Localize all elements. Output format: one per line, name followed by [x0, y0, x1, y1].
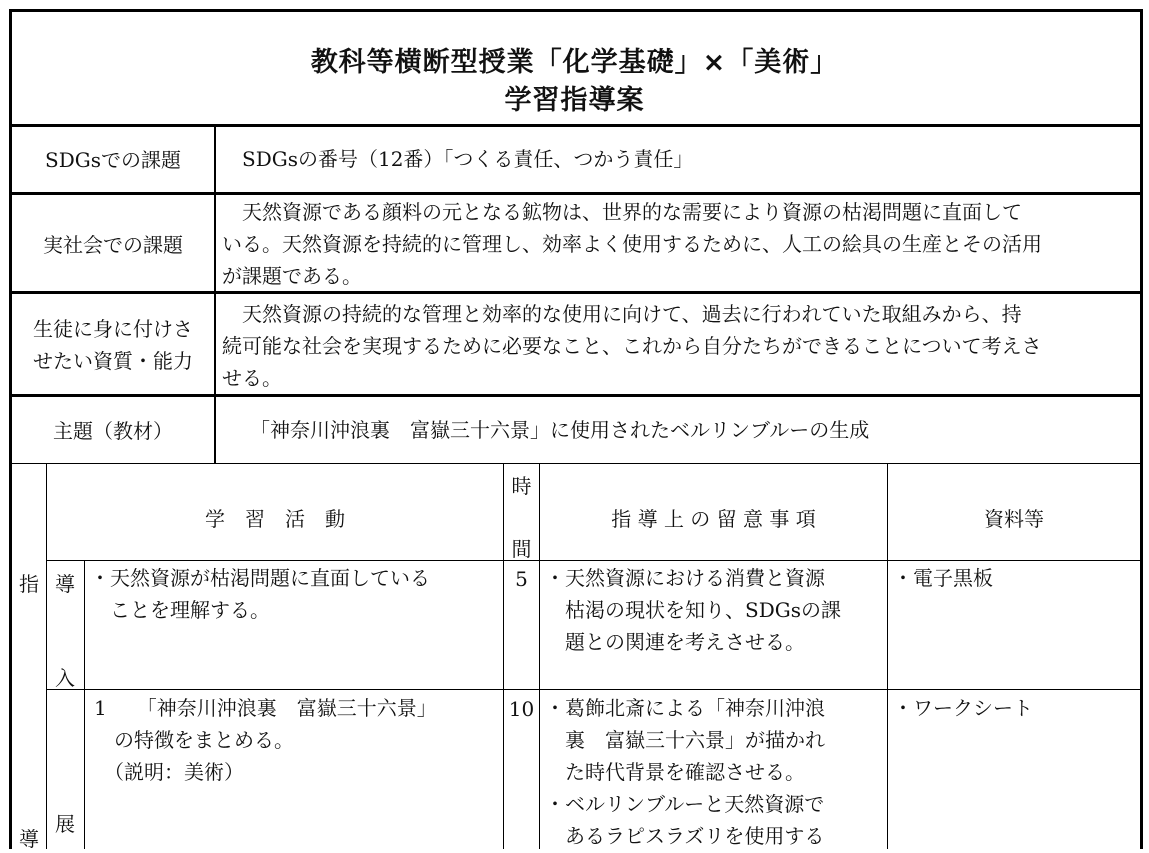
plan-row-divider	[46, 689, 1140, 690]
notes-line: ・葛飾北斎による「神奈川沖浪	[545, 696, 825, 720]
side-label-char: 導	[19, 827, 39, 851]
document-title: 教科等横断型授業「化学基礎」×「美術」	[310, 47, 839, 78]
materials-value: ・電子黒板	[893, 566, 993, 590]
activity-line: （説明：美術）	[94, 760, 244, 784]
notes-line: ・天然資源における消費と資源	[545, 566, 825, 590]
plan-activity-divider	[503, 463, 504, 849]
plan-phase-divider	[84, 560, 85, 849]
notes-line: 題との関連を考えさせる。	[545, 630, 805, 654]
real-world-issue-line: が課題である。	[222, 264, 362, 288]
notes-line: ・ベルリンブルーと天然資源で	[545, 792, 825, 816]
real-world-issue-label: 実社会での課題	[43, 233, 183, 257]
phase-char: 導	[55, 572, 75, 596]
frame-right-border	[1140, 9, 1143, 849]
phase-char: 展	[55, 812, 75, 836]
phase-char: 入	[55, 666, 75, 690]
side-label-char: 指	[19, 572, 39, 596]
plan-table-top-border	[12, 463, 1140, 464]
competency-label-line: 生徒に身に付けさ	[33, 317, 193, 341]
notes-line: 裏 富嶽三十六景」が描かれ	[545, 728, 825, 752]
header-materials: 資料等	[984, 507, 1044, 531]
real-world-issue-line: いる。天然資源を持続的に管理し、効率よく使用するために、人工の絵具の生産とその活用	[222, 232, 1042, 256]
frame-top-border	[9, 9, 1143, 12]
competency-line: 続可能な社会を実現するために必要なこと、これから自分たちができることについて考えさ	[222, 334, 1042, 358]
header-notes: 指 導 上 の 留 意 事 項	[611, 507, 816, 531]
header-time-char: 時	[511, 474, 532, 498]
activity-line: ・天然資源が枯渇問題に直面している	[90, 566, 430, 590]
activity-line: 1 「神奈川沖浪裏 富嶽三十六景」	[94, 696, 437, 720]
title-bottom-border	[9, 124, 1143, 127]
header-time-char: 間	[511, 537, 532, 561]
info-column-divider	[214, 127, 216, 463]
notes-line: た時代背景を確認させる。	[545, 760, 805, 784]
real-world-issue-line: 天然資源である顔料の元となる鉱物は、世界的な需要により資源の枯渇問題に直面して	[222, 200, 1022, 224]
competency-line: 天然資源の持続的な管理と効率的な使用に向けて、過去に行われていた取組みから、持	[222, 302, 1022, 326]
sdgs-content: SDGsの番号（12番）「つくる責任、つかう責任」	[222, 147, 694, 171]
theme-content: 「神奈川沖浪裏 富嶽三十六景」に使用されたベルリンブルーの生成	[250, 418, 870, 442]
plan-header-bottom	[46, 560, 1140, 561]
document-subtitle: 学習指導案	[504, 85, 645, 116]
competency-line: せる。	[222, 366, 282, 390]
time-value: 5	[515, 567, 528, 591]
time-value: 10	[508, 697, 535, 721]
sdgs-label: SDGsでの課題	[45, 148, 181, 172]
row-divider	[9, 192, 1143, 195]
materials-value: ・ワークシート	[893, 696, 1033, 720]
competency-label-line: せたい資質・能力	[33, 349, 193, 373]
header-activity: 学 習 活 動	[205, 507, 345, 531]
row-divider	[9, 394, 1143, 397]
theme-label: 主題（教材）	[53, 419, 173, 443]
activity-line: の特徴をまとめる。	[94, 728, 294, 752]
notes-line: 枯渇の現状を知り、SDGsの課	[545, 598, 841, 622]
activity-line: ことを理解する。	[90, 598, 270, 622]
notes-line: あるラピスラズリを使用する	[545, 824, 825, 848]
